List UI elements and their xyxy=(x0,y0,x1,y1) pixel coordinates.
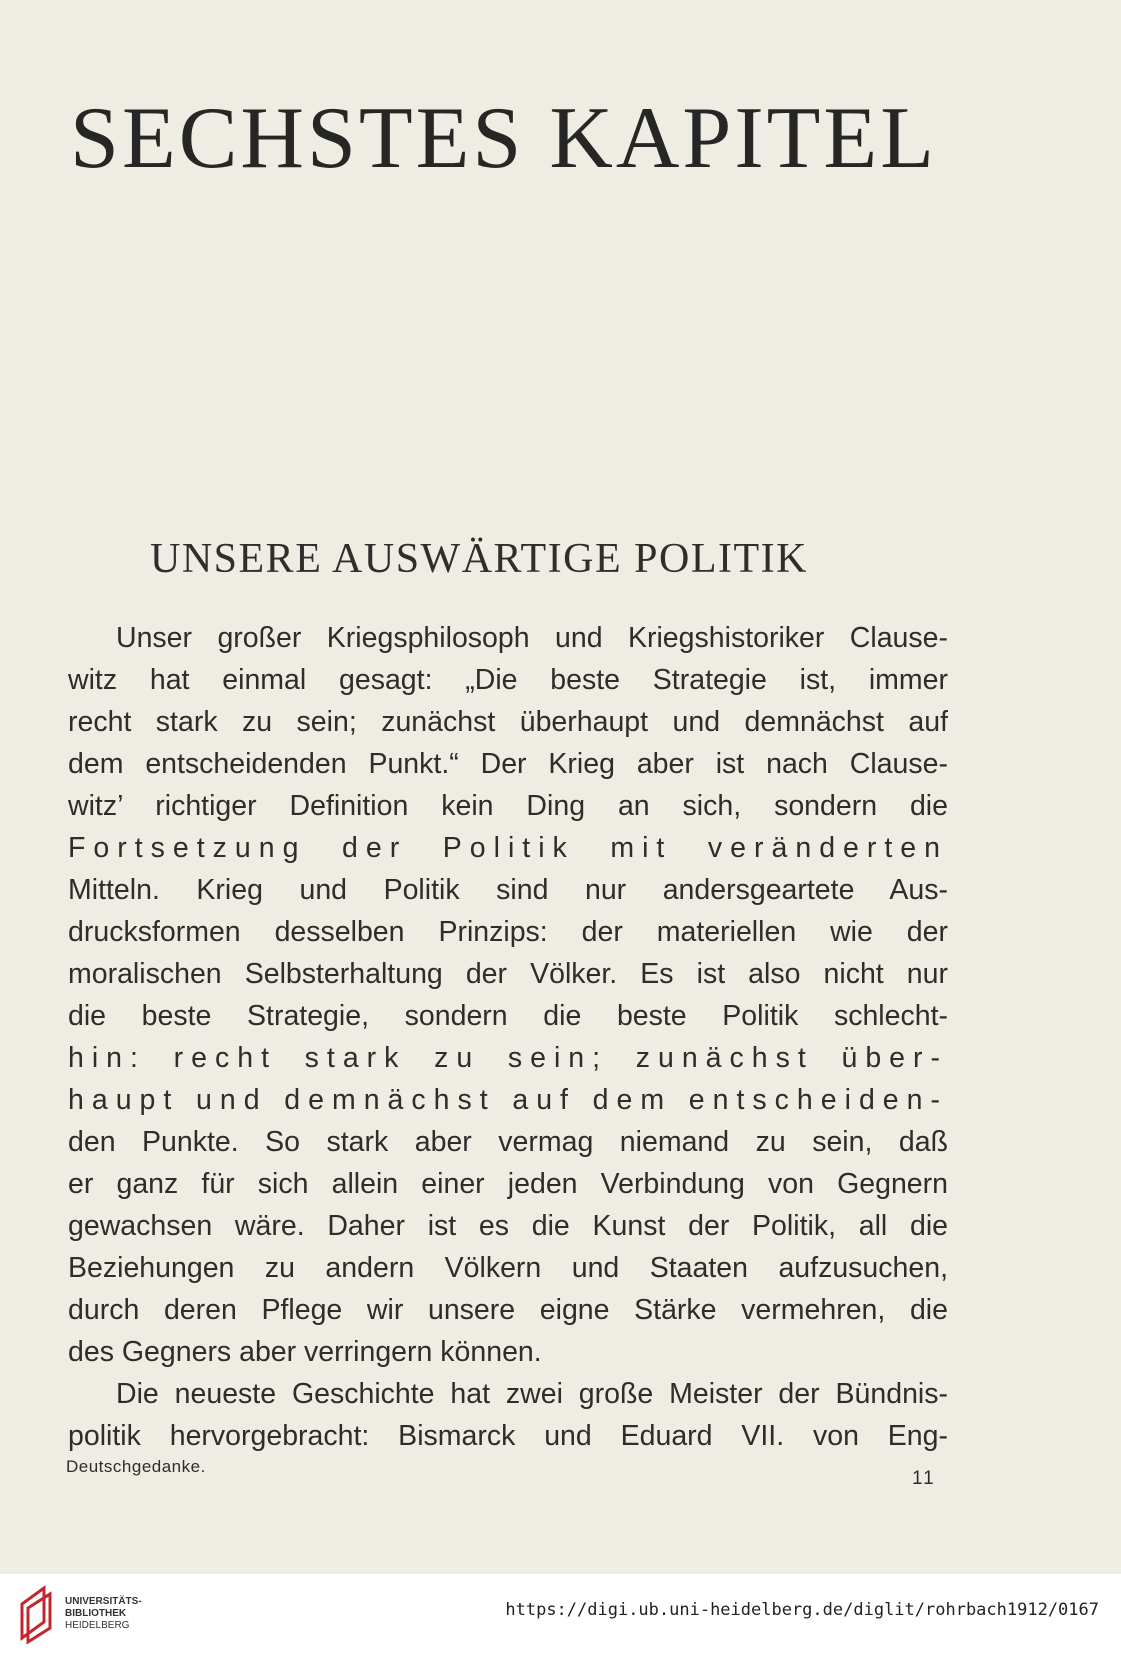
text-line: politik hervorgebracht: Bismarck und Eduard VII. von Eng- xyxy=(68,1420,948,1452)
text-line: recht stark zu sein; zunächst überhaupt und demnächst auf xyxy=(68,706,948,738)
text-line: drucksformen desselben Prinzips: der materiellen wie der xyxy=(68,916,948,948)
text-line: moralischen Selbsterhaltung der Völker. Es ist also nicht nur xyxy=(68,958,948,990)
body-text xyxy=(68,617,948,1457)
text-line: witz’ richtiger Definition kein Ding an sich, sondern die xyxy=(68,790,948,822)
text-line: den Punkte. So stark aber vermag niemand zu sein, daß xyxy=(68,1126,948,1158)
library-name-line: UNIVERSITÄTS- xyxy=(65,1596,142,1607)
text-line: Beziehungen zu andern Völkern und Staaten aufzusuchen, xyxy=(68,1252,948,1284)
text-line: hin: recht stark zu sein; zunächst über- xyxy=(68,1042,948,1074)
text-line: dem entscheidenden Punkt.“ Der Krieg aber ist nach Clause- xyxy=(68,748,948,780)
library-name-line: HEIDELBERG xyxy=(65,1620,130,1631)
text-line: Die neueste Geschichte hat zwei große Meister der Bündnis- xyxy=(116,1378,948,1410)
text-line: des Gegners aber verringern können. xyxy=(68,1336,542,1368)
text-line: Mitteln. Krieg und Politik sind nur andersgeartete Aus- xyxy=(68,874,948,906)
signature-mark: Deutschgedanke. xyxy=(66,1457,206,1476)
text-line: durch deren Pflege wir unsere eigne Stärke vermehren, die xyxy=(68,1294,948,1326)
text-line: die beste Strategie, sondern die beste Politik schlecht- xyxy=(68,1000,948,1032)
text-line: er ganz für sich allein einer jeden Verbindung von Gegnern xyxy=(68,1168,948,1200)
text-line: gewachsen wäre. Daher ist es die Kunst der Politik, all die xyxy=(68,1210,948,1242)
library-name-line: BIBLIOTHEK xyxy=(65,1608,127,1619)
page-number: 11 xyxy=(912,1468,936,1489)
permalink-url[interactable]: https://digi.ub.uni-heidelberg.de/diglit/rohrbach1912/0167 xyxy=(505,1600,1099,1620)
library-name xyxy=(65,1596,142,1632)
ub-heidelberg-logo-icon xyxy=(14,1584,56,1644)
text-line: haupt und demnächst auf dem entscheiden- xyxy=(68,1084,948,1116)
text-line: Unser großer Kriegsphilosoph und Kriegshistoriker Clause- xyxy=(116,622,948,654)
text-line: Fortsetzung der Politik mit veränderten xyxy=(68,832,948,864)
text-line: witz hat einmal gesagt: „Die beste Strategie ist, immer xyxy=(68,664,948,696)
section-title: UNSERE AUSWÄRTIGE POLITIK xyxy=(150,536,808,582)
chapter-title: SECHSTES KAPITEL xyxy=(70,90,937,187)
